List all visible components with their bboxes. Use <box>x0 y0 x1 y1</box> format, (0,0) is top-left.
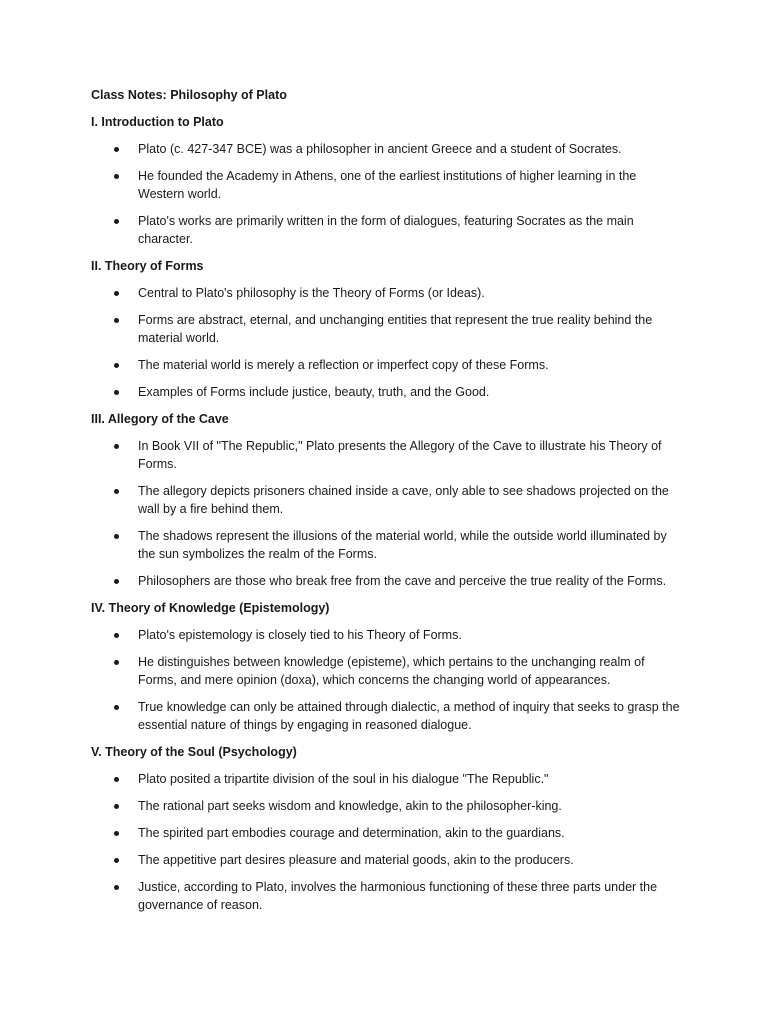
list-item-text: The allegory depicts prisoners chained inside a cave, only able to see shadows projected on the wall by a fire behind them. <box>138 484 669 516</box>
list-item-text: The rational part seeks wisdom and knowledge, akin to the philosopher-king. <box>138 799 562 813</box>
list-item <box>91 167 681 203</box>
bullet-icon <box>114 489 119 494</box>
bullet-icon <box>114 777 119 782</box>
list-item <box>91 437 681 473</box>
bullet-list <box>91 284 681 401</box>
list-item <box>91 653 681 689</box>
list-item-text: Plato's works are primarily written in the form of dialogues, featuring Socrates as the main character. <box>138 214 634 246</box>
list-item-text: Plato posited a tripartite division of the soul in his dialogue "The Republic." <box>138 772 549 786</box>
list-item-text: The appetitive part desires pleasure and material goods, akin to the producers. <box>138 853 574 867</box>
list-item-text: The shadows represent the illusions of the material world, while the outside world illuminated by the sun symbolizes the realm of the Forms. <box>138 529 667 561</box>
bullet-icon <box>114 660 119 665</box>
list-item-text: Justice, according to Plato, involves the harmonious functioning of these three parts under the governance of reason. <box>138 880 658 912</box>
document-title: Class Notes: Philosophy of Plato <box>91 88 287 102</box>
bullet-list <box>91 437 681 590</box>
list-item <box>91 698 681 734</box>
bullet-icon <box>114 174 119 179</box>
list-item <box>91 212 681 248</box>
list-item-text: He distinguishes between knowledge (episteme), which pertains to the unchanging realm of Forms, and mere opinion (doxa), which concerns the changing world of appearances. <box>138 655 645 687</box>
list-item <box>91 797 681 815</box>
list-item-text: In Book VII of "The Republic," Plato presents the Allegory of the Cave to illustrate his Theory of Forms. <box>138 439 662 471</box>
bullet-icon <box>114 219 119 224</box>
bullet-icon <box>114 579 119 584</box>
list-item-text: He founded the Academy in Athens, one of the earliest institutions of higher learning in the Western world. <box>138 169 637 201</box>
section-heading: IV. Theory of Knowledge (Epistemology) <box>91 601 330 615</box>
list-item <box>91 527 681 563</box>
document-content <box>91 86 681 923</box>
bullet-icon <box>114 363 119 368</box>
sections-container <box>91 113 681 914</box>
list-item <box>91 284 681 302</box>
list-item <box>91 626 681 644</box>
list-item-text: True knowledge can only be attained through dialectic, a method of inquiry that seeks to grasp the essential nature of things by engaging in reasoned dialogue. <box>138 700 680 732</box>
list-item-text: Plato (c. 427-347 BCE) was a philosopher in ancient Greece and a student of Socrates. <box>138 142 622 156</box>
bullet-icon <box>114 291 119 296</box>
bullet-list <box>91 626 681 734</box>
list-item-text: The material world is merely a reflection or imperfect copy of these Forms. <box>138 358 549 372</box>
list-item <box>91 383 681 401</box>
list-item-text: Examples of Forms include justice, beauty, truth, and the Good. <box>138 385 490 399</box>
bullet-list <box>91 770 681 914</box>
list-item <box>91 824 681 842</box>
list-item <box>91 140 681 158</box>
list-item <box>91 770 681 788</box>
bullet-icon <box>114 147 119 152</box>
section-heading: II. Theory of Forms <box>91 259 204 273</box>
bullet-icon <box>114 633 119 638</box>
list-item-text: Plato's epistemology is closely tied to his Theory of Forms. <box>138 628 462 642</box>
bullet-icon <box>114 885 119 890</box>
list-item <box>91 572 681 590</box>
bullet-icon <box>114 390 119 395</box>
list-item-text: The spirited part embodies courage and determination, akin to the guardians. <box>138 826 565 840</box>
list-item-text: Philosophers are those who break free from the cave and perceive the true reality of the Forms. <box>138 574 667 588</box>
bullet-icon <box>114 318 119 323</box>
list-item-text: Forms are abstract, eternal, and unchanging entities that represent the true reality behind the material world. <box>138 313 653 345</box>
list-item <box>91 878 681 914</box>
bullet-icon <box>114 831 119 836</box>
list-item <box>91 851 681 869</box>
bullet-icon <box>114 444 119 449</box>
bullet-icon <box>114 705 119 710</box>
bullet-icon <box>114 858 119 863</box>
section-heading: V. Theory of the Soul (Psychology) <box>91 745 297 759</box>
bullet-list <box>91 140 681 248</box>
bullet-icon <box>114 534 119 539</box>
list-item <box>91 482 681 518</box>
section-heading: I. Introduction to Plato <box>91 115 224 129</box>
section-heading: III. Allegory of the Cave <box>91 412 229 426</box>
bullet-icon <box>114 804 119 809</box>
list-item <box>91 356 681 374</box>
list-item-text: Central to Plato's philosophy is the Theory of Forms (or Ideas). <box>138 286 485 300</box>
list-item <box>91 311 681 347</box>
